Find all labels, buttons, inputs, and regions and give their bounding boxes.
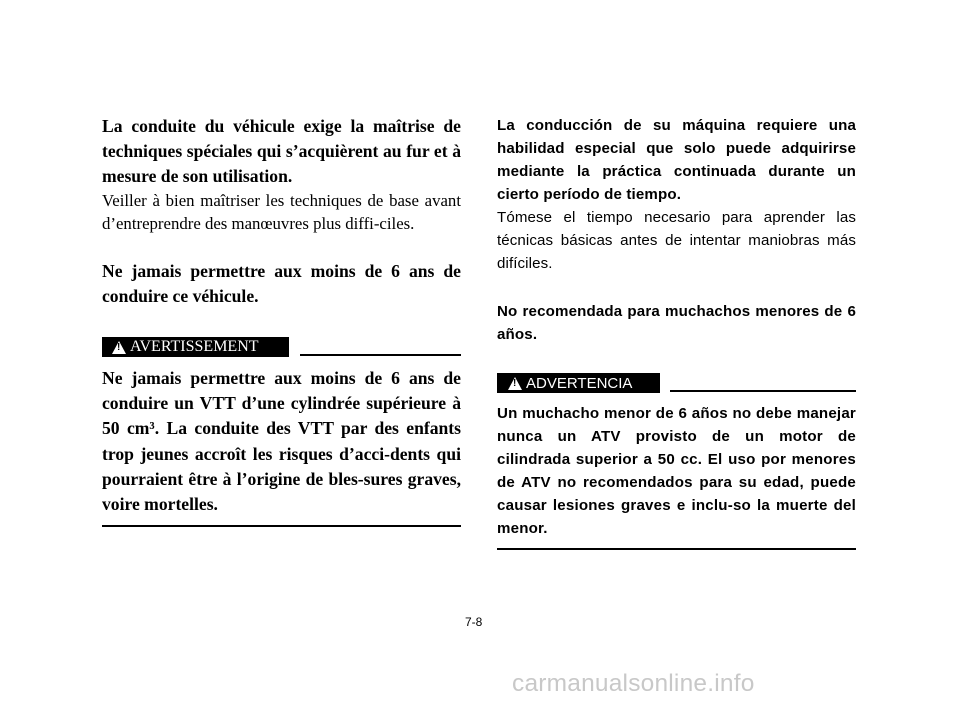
french-column [102, 114, 461, 527]
spanish-column [497, 114, 856, 550]
french-warning-end-rule [102, 525, 461, 527]
spanish-warning-label: ADVERTENCIA [526, 374, 633, 392]
spanish-warning-text: Un muchacho menor de 6 años no debe manejar nunca un ATV provisto de un motor de cilindrada superior a 50 cc. El uso por menores de ATV no recomendados para su edad, puede causar lesiones graves e inclu-so la muerte del menor. [497, 405, 856, 537]
spanish-age-notice: No recomendada para muchachos menores de 6 años. [497, 303, 856, 343]
warning-triangle-icon [112, 341, 126, 354]
watermark: carmanualsonline.info [512, 670, 755, 697]
french-age-notice: Ne jamais permettre aux moins de 6 ans de conduire ce véhicule. [102, 261, 461, 306]
warning-triangle-icon [508, 377, 522, 390]
spanish-warning-rule [670, 390, 856, 392]
french-intro-body: Veiller à bien maîtriser les techniques de base avant d’entreprendre des manœuvres plus diffi-ciles. [102, 191, 461, 233]
french-warning-text: Ne jamais permettre aux moins de 6 ans de conduire un VTT d’une cylindrée supérieure à 50 cm³. La conduite des VTT par des enfants trop jeunes accroît les risques d’acci-dents qui pourraient être à l’origine de bles-sures graves, voire mortelles. [102, 368, 461, 515]
french-warning-rule [300, 354, 461, 356]
page-number: 7-8 [465, 615, 483, 629]
spanish-intro-bold: La conducción de su máquina requiere una habilidad especial que solo puede adquirirse mediante la práctica continuada durante un cierto período de tiempo. [497, 117, 856, 203]
french-warning-badge [102, 337, 289, 357]
french-warning-label: AVERTISSEMENT [130, 338, 259, 355]
french-warning-header [102, 337, 461, 357]
spanish-warning-header [497, 373, 856, 393]
spanish-warning-badge [497, 373, 660, 393]
spanish-warning-end-rule [497, 548, 856, 550]
french-intro-bold: La conduite du véhicule exige la maîtrise de techniques spéciales qui s’acquièrent au fur et à mesure de son utilisation. [102, 116, 461, 186]
spanish-intro-body: Tómese el tiempo necesario para aprender las técnicas básicas antes de intentar maniobras más difíciles. [497, 209, 856, 272]
